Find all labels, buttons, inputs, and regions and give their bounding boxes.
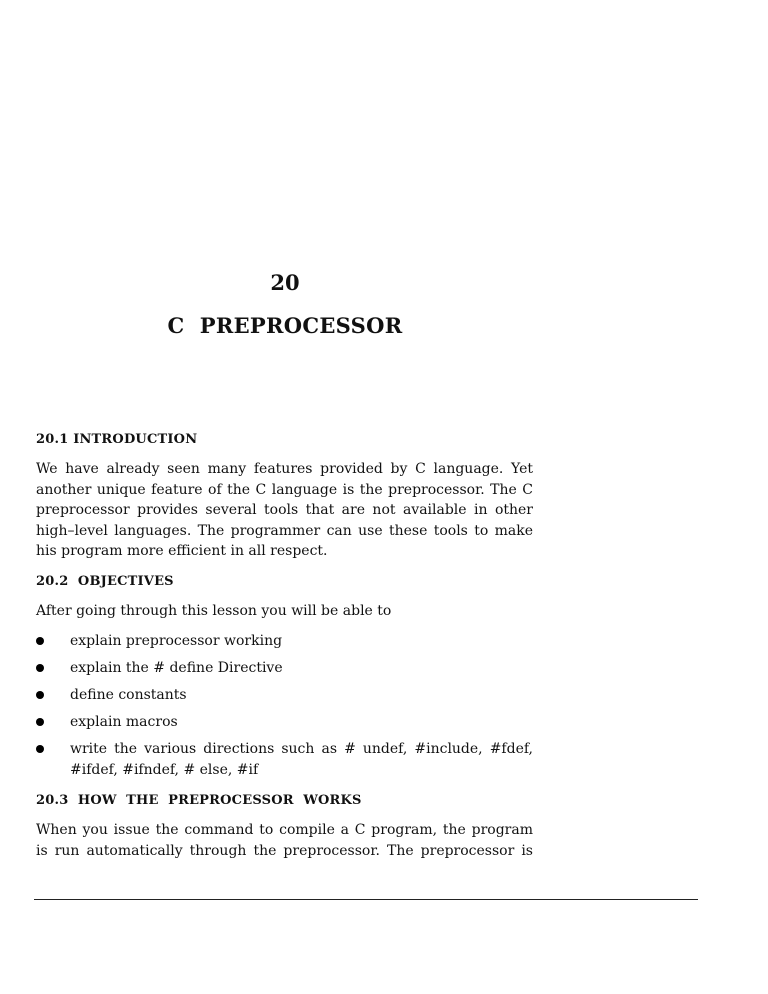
list-item [36,712,533,733]
bullet-icon [36,637,44,645]
list-item [36,658,533,679]
objectives-list [36,631,533,780]
section-heading-how-preprocessor-works: 20.3 HOW THE PREPROCESSOR WORKS [36,793,362,808]
list-item-text: define constants [70,687,187,703]
section-heading-introduction: 20.1 INTRODUCTION [36,432,198,447]
chapter-number: 20 [270,270,300,295]
footer-divider [34,899,698,900]
list-item [36,685,533,706]
page-content [36,431,533,872]
section-introduction [36,431,533,562]
introduction-paragraph: We have already seen many features provided by C language. Yet another unique feature of the C language is the preprocessor. The C preprocessor provides several tools that are not available in other high–level languages. The programmer can use these tools to make his program more efficient in all respect. [36,461,533,559]
section-how-preprocessor-works [36,792,533,861]
bullet-icon [36,745,44,753]
list-item [36,631,533,652]
list-item-text: write the various directions such as # undef, #include, #fdef, #ifdef, #ifndef, # else, #if [70,741,533,778]
list-item-text: explain preprocessor working [70,633,283,649]
list-item [36,739,533,780]
bullet-icon [36,718,44,726]
list-item-text: explain the # define Directive [70,660,283,676]
bullet-icon [36,664,44,672]
objectives-lead: After going through this lesson you will be able to [36,602,392,619]
list-item-text: explain macros [70,714,178,730]
section-objectives [36,573,533,781]
section-heading-objectives: 20.2 OBJECTIVES [36,573,174,589]
chapter-title: C PREPROCESSOR [167,313,403,338]
bullet-icon [36,691,44,699]
how-preprocessor-works-paragraph: When you issue the command to compile a C program, the program is run automatically through the preprocessor. The preprocessor is [36,822,533,859]
